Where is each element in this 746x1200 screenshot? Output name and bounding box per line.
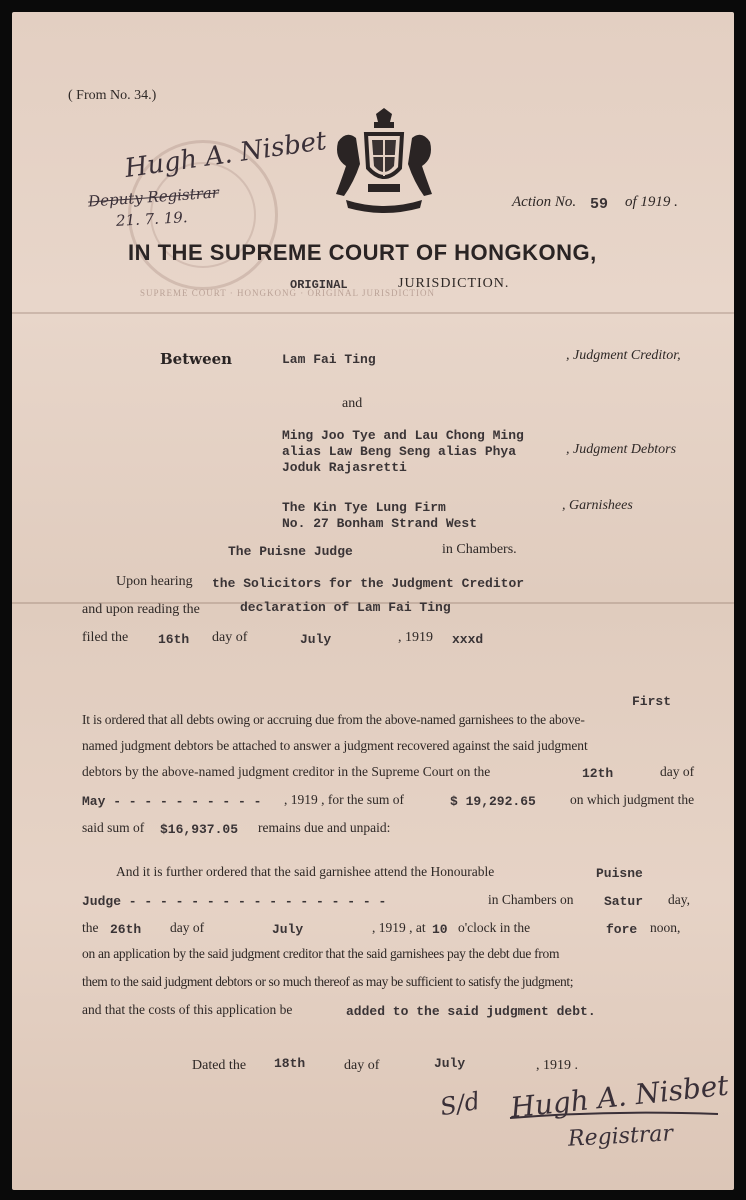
judgment-day: 12th bbox=[582, 766, 614, 781]
order-line-5-end: remains due and unpaid: bbox=[258, 820, 391, 835]
first-insert: First bbox=[632, 694, 672, 709]
further-line-4: on an application by the said judgment creditor that the said garnishees pay the debt due from bbox=[82, 946, 560, 961]
judge-b: Judge - - - - - - - - - - - - - - - - - bbox=[82, 894, 387, 909]
hearing-year: , 1919 , at bbox=[372, 920, 426, 935]
top-signature: Hugh A. Nisbet bbox=[122, 126, 329, 184]
registrar-title: Registrar bbox=[567, 1121, 674, 1152]
judge-a: Puisne bbox=[596, 866, 643, 881]
dated-month: July bbox=[434, 1056, 466, 1071]
seal-text: SUPREME COURT · HONGKONG · ORIGINAL JURISDICTION bbox=[140, 288, 435, 298]
garnishee-role: , Garnishees bbox=[562, 498, 633, 513]
action-number: 59 bbox=[590, 196, 609, 213]
meridiem: fore bbox=[606, 922, 638, 937]
hearing-hour: 10 bbox=[432, 922, 448, 937]
upon-reading: and upon reading the bbox=[82, 602, 200, 617]
and-label: and bbox=[342, 396, 363, 411]
signature-underline bbox=[508, 1108, 722, 1122]
handwritten-date: 21. 7. 19. bbox=[115, 208, 188, 230]
creditor-name: Lam Fai Ting bbox=[282, 352, 376, 367]
struck-text: xxxd bbox=[452, 632, 484, 647]
order-line-3: debtors by the above-named judgment creditor in the Supreme Court on the bbox=[82, 764, 491, 779]
garnishee-line-1: The Kin Tye Lung Firm bbox=[282, 500, 446, 515]
further-line-6: and that the costs of this application be bbox=[82, 1002, 293, 1017]
filed-day-of: day of bbox=[212, 630, 248, 645]
hearing-day: 26th bbox=[110, 922, 142, 937]
debtor-line-2: alias Law Beng Seng alias Phya bbox=[282, 444, 517, 459]
dated-year: , 1919 . bbox=[536, 1058, 578, 1073]
between-label: Between bbox=[160, 350, 233, 368]
noon: noon, bbox=[650, 920, 681, 935]
costs-text: added to the said judgment debt. bbox=[346, 1004, 596, 1019]
the-label: the bbox=[82, 920, 99, 935]
judgment-month: May - - - - - - - - - - bbox=[82, 794, 262, 809]
coat-of-arms-icon bbox=[328, 108, 440, 218]
jurisdiction-printed: JURISDICTION. bbox=[398, 276, 510, 291]
further-line-1: And it is further ordered that the said garnishee attend the Honourable bbox=[116, 864, 495, 879]
bottom-signature: Hugh A. Nisbet bbox=[508, 1068, 731, 1125]
filed-day: 16th bbox=[158, 632, 190, 647]
further-line-5: them to the said judgment debtors or so much thereof as may be sufficient to satisfy the judgment; bbox=[82, 974, 574, 989]
judge-printed: in Chambers. bbox=[442, 542, 517, 557]
debtor-line-3: Joduk Rajasretti bbox=[282, 460, 407, 475]
day-suffix: day, bbox=[668, 892, 690, 907]
form-number: ( From No. 34.) bbox=[68, 88, 157, 103]
filed-month: July bbox=[300, 632, 332, 647]
order-line-2: named judgment debtors be attached to answer a judgment recovered against the said judgment bbox=[82, 738, 588, 753]
in-chambers-on: in Chambers on bbox=[488, 892, 574, 907]
filed-the: filed the bbox=[82, 630, 129, 645]
dated-day: 18th bbox=[274, 1056, 306, 1071]
creditor-role: , Judgment Creditor, bbox=[566, 348, 681, 363]
order-line-4-end: on which judgment the bbox=[570, 792, 695, 807]
fold-line bbox=[12, 312, 734, 314]
upon-hearing: Upon hearing bbox=[116, 574, 193, 589]
sd-mark: S/d bbox=[437, 1086, 483, 1122]
hearing-day-of: day of bbox=[170, 920, 205, 935]
garnishee-line-2: No. 27 Bonham Strand West bbox=[282, 516, 478, 531]
jurisdiction-typed: ORIGINAL bbox=[290, 278, 348, 292]
judgment-day-of: day of bbox=[660, 764, 695, 779]
weekday: Satur bbox=[604, 894, 644, 909]
oclock: o'clock in the bbox=[458, 920, 531, 935]
dated-day-of: day of bbox=[344, 1058, 380, 1073]
dated-label: Dated the bbox=[192, 1058, 247, 1073]
judge-typed: The Puisne Judge bbox=[228, 544, 353, 559]
judgment-sum: $ 19,292.65 bbox=[450, 794, 536, 809]
hearing-month: July bbox=[272, 922, 304, 937]
action-year: of 1919 . bbox=[625, 194, 678, 210]
debtor-line-1: Ming Joo Tye and Lau Chong Ming bbox=[282, 428, 524, 443]
filed-year: , 1919 bbox=[398, 630, 433, 645]
solicitors: the Solicitors for the Judgment Creditor bbox=[212, 576, 525, 591]
remaining-sum: $16,937.05 bbox=[160, 822, 239, 837]
court-title: IN THE SUPREME COURT OF HONGKONG, bbox=[128, 240, 597, 265]
order-line-5: said sum of bbox=[82, 820, 145, 835]
declaration: declaration of Lam Fai Ting bbox=[240, 600, 451, 615]
order-line-1: It is ordered that all debts owing or accruing due from the above-named garnishees to the above- bbox=[82, 712, 585, 727]
action-label: Action No. bbox=[512, 194, 577, 210]
deputy-registrar-note: Deputy Registrar bbox=[87, 183, 220, 211]
order-line-4: , 1919 , for the sum of bbox=[284, 792, 404, 807]
debtor-role: , Judgment Debtors bbox=[566, 442, 677, 457]
